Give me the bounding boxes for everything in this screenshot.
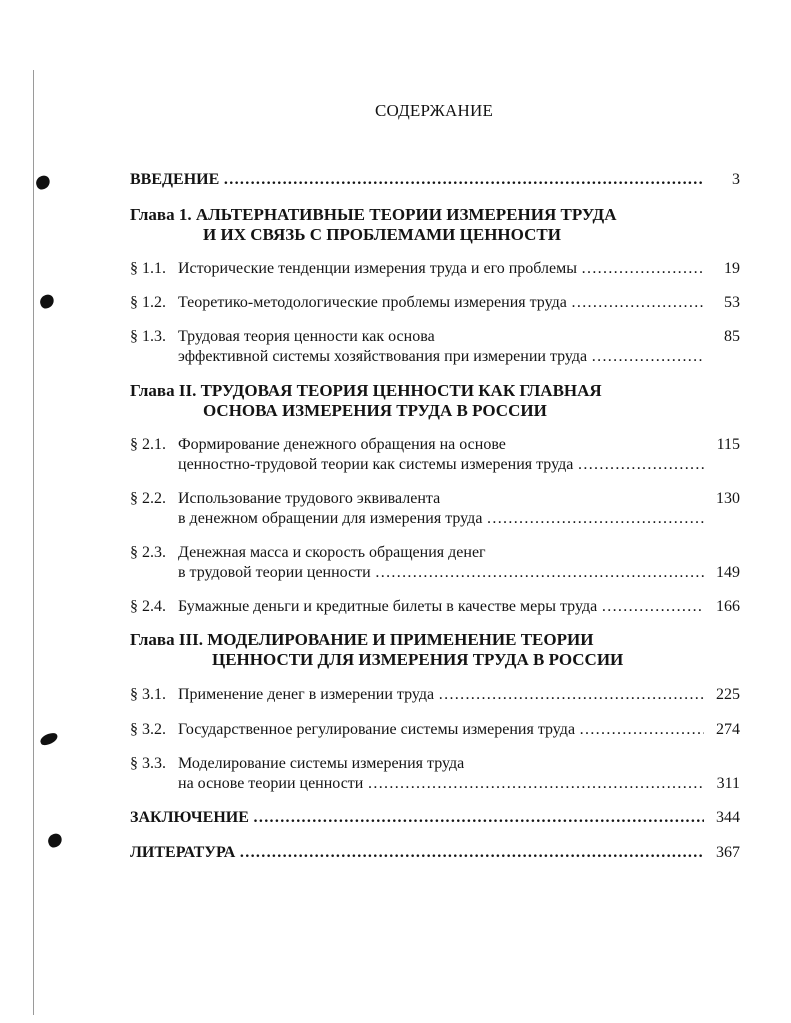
chapter-heading-1[interactable] [130,205,740,245]
section-title-continued: в денежном обращении для измерения труда [178,510,483,527]
toc-entry-1-3[interactable] [130,327,740,367]
toc-entry-3-2[interactable] [130,720,740,740]
page-number: 149 [716,564,740,581]
dot-leader [591,347,704,367]
chapter-title-line: ЦЕННОСТИ ДЛЯ ИЗМЕРЕНИЯ ТРУДА В РОССИИ [212,650,624,669]
page-number: 311 [716,775,740,792]
page-number: 3 [732,171,740,188]
scan-blot-mark [34,174,52,191]
section-number: § 3.1. [130,686,166,703]
dot-leader [239,843,704,863]
section-number: § 1.2. [130,294,166,311]
section-title-continued: эффективной системы хозяйствования при измерении труда [178,348,588,365]
toc-entry-2-4[interactable] [130,597,740,617]
dot-leader [438,685,704,705]
dot-leader [375,563,704,583]
toc-entry-2-2[interactable] [130,489,740,529]
section-number: § 1.1. [130,260,166,277]
section-title-continued: в трудовой теории ценности [178,564,371,581]
scan-blot-mark [38,293,56,310]
section-number: § 3.3. [130,755,166,772]
page-number: 53 [724,294,740,311]
page-number: 85 [724,328,740,345]
scan-blot-mark [39,731,59,747]
dot-leader [486,509,704,529]
section-title: Теоретико-методологические проблемы измерения труда [178,294,567,311]
scan-edge-line [33,70,34,1015]
page-number: 367 [716,844,740,861]
section-title: Формирование денежного обращения на основе [178,436,506,453]
section-title: Бумажные деньги и кредитные билеты в качестве меры труда [178,598,598,615]
section-number: § 2.3. [130,544,166,561]
dot-leader [579,720,704,740]
section-title: Трудовая теория ценности как основа [178,328,435,345]
section-number: § 2.4. [130,598,166,615]
page-number: 225 [716,686,740,703]
chapter-title-line: Глава III. МОДЕЛИРОВАНИЕ И ПРИМЕНЕНИЕ ТЕОРИИ [130,630,594,649]
chapter-title-line: ОСНОВА ИЗМЕРЕНИЯ ТРУДА В РОССИИ [203,401,547,420]
toc-entry-conclusion[interactable] [130,808,740,828]
section-title: Исторические тенденции измерения труда и его проблемы [178,260,578,277]
toc-entry-label: ЗАКЛЮЧЕНИЕ [130,809,249,826]
page-number: 344 [716,809,740,826]
chapter-heading-3[interactable] [130,630,740,670]
page-number: 115 [716,436,740,453]
toc-entry-label: ВВЕДЕНИЕ [130,171,220,188]
toc-entry-3-3[interactable] [130,754,740,794]
toc-entry-2-1[interactable] [130,435,740,475]
section-number: § 1.3. [130,328,166,345]
toc-entry-2-3[interactable] [130,543,740,583]
chapter-heading-2[interactable] [130,381,740,421]
dot-leader [223,170,704,190]
section-title: Денежная масса и скорость обращения денег [178,544,486,561]
toc-entry-1-1[interactable] [130,259,740,279]
toc-entry-1-2[interactable] [130,293,740,313]
page-number: 19 [724,260,740,277]
section-number: § 2.1. [130,436,166,453]
scan-blot-mark [46,832,64,849]
toc-entry-label: ЛИТЕРАТУРА [130,844,236,861]
toc-entry-references[interactable] [130,843,740,863]
section-title: Использование трудового эквивалента [178,490,441,507]
dot-leader [253,808,704,828]
section-title: Применение денег в измерении труда [178,686,435,703]
dot-leader [577,455,704,475]
chapter-title-line: Глава II. ТРУДОВАЯ ТЕОРИЯ ЦЕННОСТИ КАК ГЛАВНАЯ [130,381,602,400]
section-number: § 2.2. [130,490,166,507]
toc-entry-3-1[interactable] [130,685,740,705]
dot-leader [581,259,704,279]
section-title: Моделирование системы измерения труда [178,755,465,772]
section-title-continued: на основе теории ценности [178,775,364,792]
dot-leader [601,597,704,617]
page-number: 274 [716,721,740,738]
toc-entry-intro[interactable] [130,170,740,190]
page-number: 130 [716,490,740,507]
chapter-title-line: Глава 1. АЛЬТЕРНАТИВНЫЕ ТЕОРИИ ИЗМЕРЕНИЯ ТРУДА [130,205,617,224]
page-title: СОДЕРЖАНИЕ [374,101,494,120]
section-title-continued: ценностно-трудовой теории как системы измерения труда [178,456,574,473]
page-number: 166 [716,598,740,615]
dot-leader [571,293,704,313]
section-title: Государственное регулирование системы измерения труда [178,721,576,738]
chapter-title-line: И ИХ СВЯЗЬ С ПРОБЛЕМАМИ ЦЕННОСТИ [203,225,561,244]
dot-leader [367,774,704,794]
section-number: § 3.2. [130,721,166,738]
